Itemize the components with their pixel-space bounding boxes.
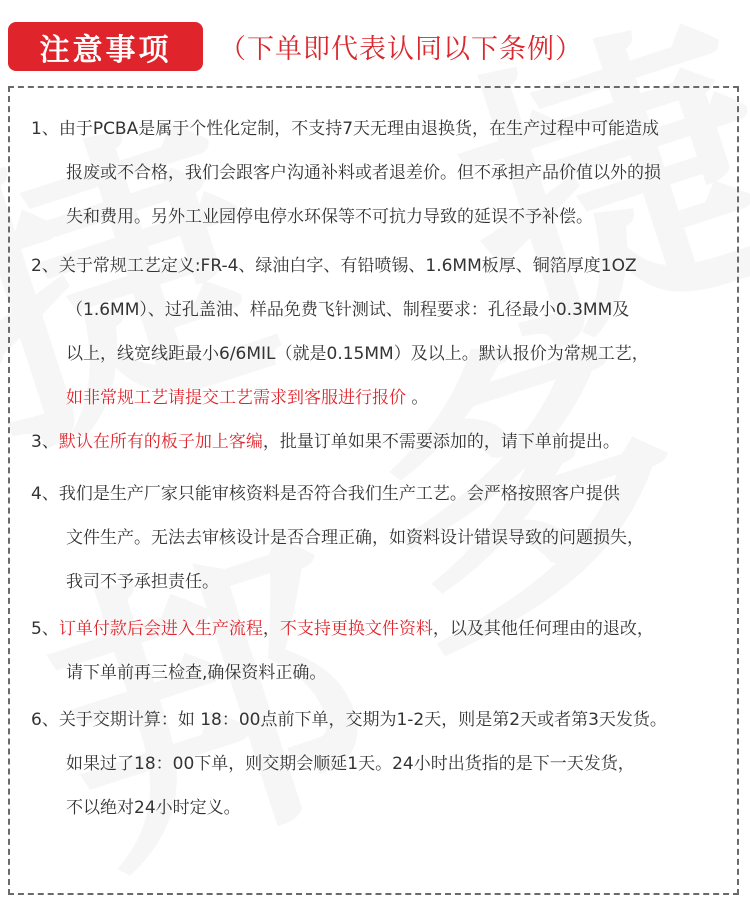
notice-text: 2、关于常规工艺定义:FR-4、绿油白字、有铅喷锡、1.6MM板厚、铜箔厚度1OZ [31,256,637,276]
notice-text: 3、 [31,432,59,452]
notice-text: 。 [406,388,429,408]
notice-box [8,86,739,895]
notice-line [31,244,731,288]
page-subtitle: （下单即代表认同以下条例） [219,34,583,65]
notice-line [31,516,731,560]
notice-line [31,651,731,695]
notice-item-6 [31,698,731,830]
notice-item-2 [31,244,731,420]
notice-line [31,698,731,742]
notice-text: 不以绝对24小时定义。 [66,798,241,818]
notice-line [31,607,731,651]
notice-item-3 [31,420,731,464]
notice-text: 我司不予承担责任。 [66,572,219,592]
notice-text: 文件生产。无法去审核设计是否合理正确，如资料设计错误导致的问题损失， [66,528,644,548]
highlight-text: 默认在所有的板子加上客编 [58,432,263,452]
notice-text: （1.6MM）、过孔盖油、样品免费飞针测试、制程要求：孔径最小0.3MM及 [66,300,630,320]
notice-line [31,560,731,604]
notice-line [31,195,731,239]
notice-text: 报废或不合格，我们会跟客户沟通补料或者退差价。但不承担产品价值以外的损 [66,163,661,183]
page-title: 注意事项 [8,22,203,71]
notice-line [31,151,731,195]
notice-line [31,332,731,376]
notice-line [31,376,731,420]
notice-text: 以上，线宽线距最小6/6MIL（就是0.15MM）及以上。默认报价为常规工艺， [66,344,649,364]
header [8,19,742,74]
notice-item-1 [31,107,731,239]
notice-text: 1、由于PCBA是属于个性化定制，不支持7天无理由退换货，在生产过程中可能造成 [31,119,660,139]
notice-item-4 [31,472,731,604]
notice-text: 6、关于交期计算：如 18：00点前下单，交期为1-2天，则是第2天或者第3天发货。 [31,710,667,730]
notice-text: ， [262,619,280,639]
notice-line [31,742,731,786]
notice-text: 5、 [31,619,59,639]
highlight-text: 订单付款后会进入生产流程 [58,619,263,639]
notice-line [31,472,731,516]
notice-line [31,288,731,332]
notice-text: 4、我们是生产厂家只能审核资料是否符合我们生产工艺。会严格按照客户提供 [31,484,620,504]
notice-line [31,786,731,830]
notice-line [31,420,731,464]
highlight-text: 不支持更换文件资料 [279,619,433,639]
highlight-text: 如非常规工艺请提交工艺需求到客服进行报价 [66,388,406,408]
notice-text: ，以及其他任何理由的退改， [432,619,654,639]
notice-text: 请下单前再三检查,确保资料正确。 [66,663,327,683]
notice-text: ，批量订单如果不需要添加的，请下单前提出。 [262,432,620,452]
notice-text: 失和费用。另外工业园停电停水环保等不可抗力导致的延误不予补偿。 [66,207,593,227]
notice-line [31,107,731,151]
notice-text: 如果过了18：00下单，则交期会顺延1天。24小时出货指的是下一天发货， [66,754,635,774]
notice-item-5 [31,607,731,695]
